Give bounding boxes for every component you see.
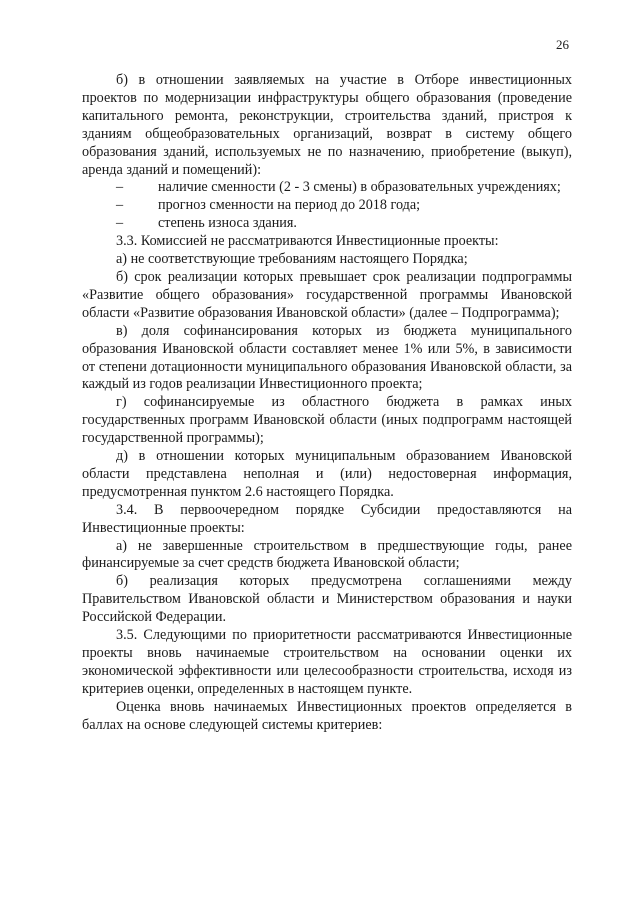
paragraph-3-5: 3.5. Следующими по приоритетности рассматриваются Инвестиционные проекты вновь начинаемые строительством на основании оценки их экономической эффективности или целесообразности строительства, исходя из критериев оценки, определенных в настоящем пункте. [82, 627, 572, 697]
paragraph-3-3-v: в) доля софинансирования которых из бюджета муниципального образования Ивановской области составляет менее 1% или 5%, в зависимости от степени дотационности муниципального образования Ивановской области, за каждый из годов реализации Инвестиционного проекта; [82, 322, 572, 393]
paragraph-3-3: 3.3. Комиссией не рассматриваются Инвестиционные проекты: [116, 233, 499, 250]
paragraph-3-2-b: б) в отношении заявляемых на участие в Отборе инвестиционных проектов по модернизации инфраструктуры общего образования (проведение капитального ремонта, реконструкции, строительства зданий, пристроя к зданиям общеобразовательных организаций, возврат в систему общего образования зданий, используемых не по назначению, приобретение (выкуп), аренда зданий и помещений): [82, 72, 572, 178]
document-body [82, 72, 572, 735]
page-number: 26 [556, 37, 569, 52]
dash-item-text: наличие сменности (2 - 3 смены) в образовательных учреждениях; [158, 179, 561, 196]
dash-marker: – [116, 197, 124, 214]
paragraph-3-3-a: а) не соответствующие требованиям настоящего Порядка; [116, 251, 468, 268]
paragraph-3-3-b: б) срок реализации которых превышает срок реализации подпрограммы «Развитие общего образования» государственной программы Ивановской области «Развитие образования Ивановской области» (далее – Подпрограмма); [82, 268, 572, 321]
dash-item-shift-count [82, 179, 572, 197]
dash-marker: – [116, 179, 124, 196]
paragraph-3-4-b: б) реализация которых предусмотрена соглашениями между Правительством Ивановской области и Министерством образования и науки Российской Федерации. [82, 573, 572, 626]
dash-item-text: степень износа здания. [158, 215, 297, 232]
paragraph-evaluation: Оценка вновь начинаемых Инвестиционных проектов определяется в баллах на основе следующей системы критериев: [82, 698, 572, 733]
dash-marker: – [116, 215, 124, 232]
dash-item-shift-forecast [82, 197, 572, 215]
paragraph-3-4: 3.4. В первоочередном порядке Субсидии предоставляются на Инвестиционные проекты: [82, 501, 572, 536]
dash-item-building-wear [82, 215, 572, 233]
paragraph-3-4-a: а) не завершенные строительством в предшествующие годы, ранее финансируемые за счет средств бюджета Ивановской области; [82, 537, 572, 572]
paragraph-3-3-d: д) в отношении которых муниципальным образованием Ивановской области представлена неполная и (или) недостоверная информация, предусмотренная пунктом 2.6 настоящего Порядка. [82, 448, 572, 500]
paragraph-3-3-g: г) софинансируемые из областного бюджета в рамках иных государственных программ Ивановской области (иных подпрограмм настоящей государственной программы); [82, 394, 572, 447]
dash-item-text: прогноз сменности на период до 2018 года; [158, 197, 421, 214]
